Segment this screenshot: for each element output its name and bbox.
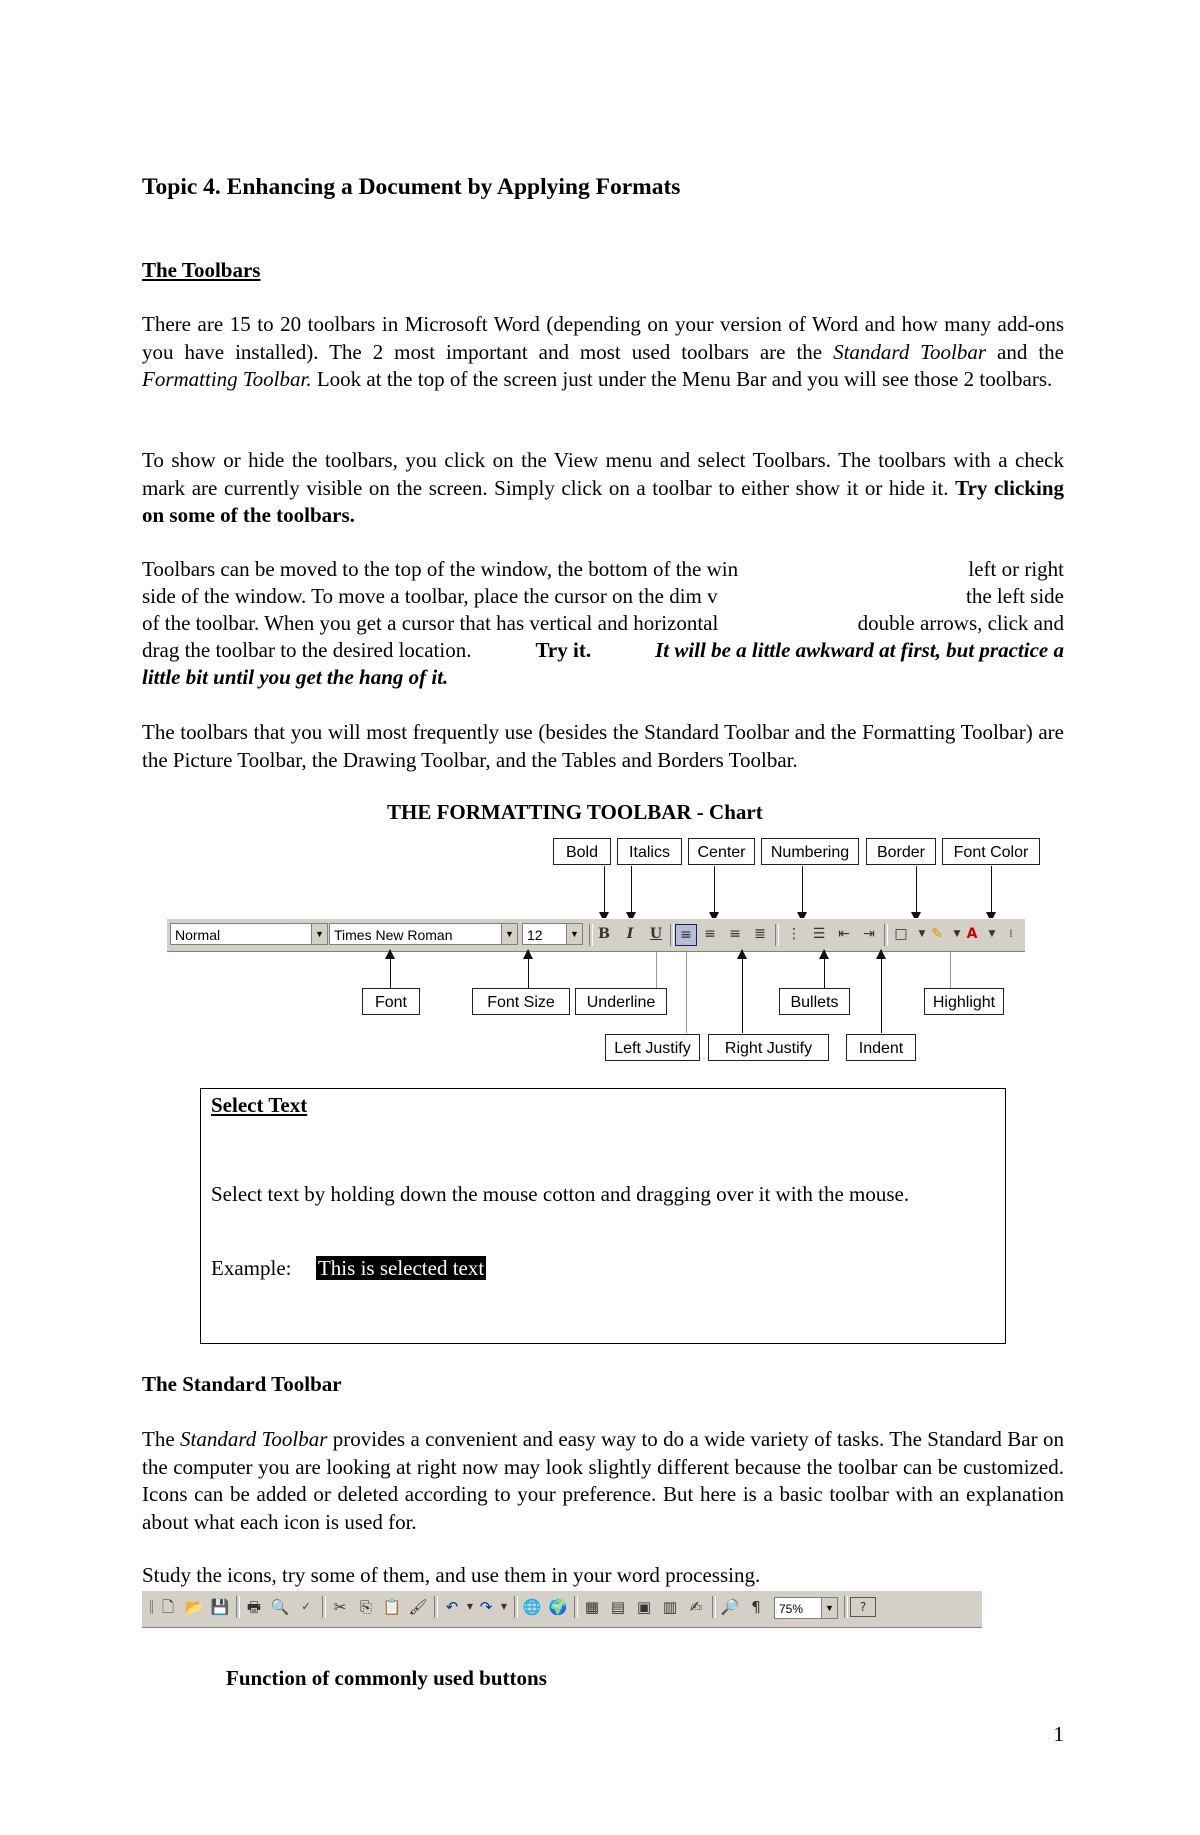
numbering-icon[interactable]: ⋮ xyxy=(787,926,801,942)
chevron-down-icon[interactable]: ▼ xyxy=(501,924,517,944)
font-color-icon[interactable]: A xyxy=(966,926,978,942)
text-run: side of the window. To move a toolbar, place the cursor on the dim v xyxy=(142,584,718,608)
label-font: Font xyxy=(362,988,420,1015)
arrow-indent xyxy=(881,950,882,1033)
standard-toolbar xyxy=(142,1590,982,1628)
chevron-down-icon[interactable]: ▼ xyxy=(988,929,996,939)
cut-icon[interactable]: ✂ xyxy=(333,1598,347,1616)
label-underline: Underline xyxy=(575,988,667,1015)
print-icon[interactable]: 🖶 xyxy=(246,1598,262,1616)
chevron-down-icon[interactable]: ▼ xyxy=(821,1598,837,1618)
arrow-center xyxy=(714,866,715,921)
section-heading-standard-toolbar: The Standard Toolbar xyxy=(142,1372,342,1396)
show-hide-icon[interactable]: ¶ xyxy=(751,1598,761,1616)
page-number: 1 xyxy=(1053,1722,1064,1746)
arrow-italics xyxy=(631,866,632,921)
separator xyxy=(236,1596,240,1618)
separator xyxy=(884,924,888,946)
example-label: Example: xyxy=(211,1256,292,1280)
text-run-italic: Standard Toolbar xyxy=(180,1427,328,1451)
label-center: Center xyxy=(688,838,755,865)
chevron-down-icon[interactable]: ▼ xyxy=(953,929,961,939)
style-value: Normal xyxy=(175,927,221,943)
select-text-body: Select text by holding down the mouse cotton and dragging over it with the mouse. xyxy=(211,1182,910,1206)
arrow-font-size xyxy=(528,950,529,990)
arrow-highlight xyxy=(950,950,951,990)
select-text-heading: Select Text xyxy=(211,1093,308,1117)
example-line xyxy=(211,1256,486,1281)
arrow-bold xyxy=(604,866,605,921)
document-map-icon[interactable]: 🔎 xyxy=(720,1598,740,1616)
font-value: Times New Roman xyxy=(334,927,453,943)
text-run: left or right xyxy=(968,557,1064,581)
text-run: Toolbars can be moved to the top of the window, the bottom of the win xyxy=(142,557,739,581)
print-preview-icon[interactable]: 🔍 xyxy=(270,1598,290,1616)
chevron-down-icon[interactable]: ▼ xyxy=(918,929,926,939)
align-center-icon[interactable]: ≡ xyxy=(704,926,716,942)
arrow-numbering xyxy=(802,866,803,921)
arrow-font xyxy=(390,950,391,990)
label-left-justify: Left Justify xyxy=(605,1034,700,1061)
insert-table-icon[interactable]: ▤ xyxy=(610,1598,626,1616)
zoom-dropdown[interactable] xyxy=(774,1597,838,1619)
select-text-box xyxy=(200,1088,1006,1344)
decrease-indent-icon[interactable]: ⇤ xyxy=(838,926,850,942)
text-run-bold: Try clicking on some of the toolbars. xyxy=(142,475,1064,527)
label-bullets: Bullets xyxy=(779,988,850,1015)
text-run-bold: Try it. xyxy=(535,638,592,662)
paragraph-toolbars-intro xyxy=(142,311,1064,394)
increase-indent-icon[interactable]: ⇥ xyxy=(863,926,875,942)
text-run: and the xyxy=(986,339,1064,364)
text-run-italic: Formatting Toolbar. xyxy=(142,367,312,391)
border-icon[interactable]: □ xyxy=(894,926,908,942)
font-size-value: 12 xyxy=(527,927,543,943)
separator xyxy=(775,924,779,946)
text-run-bold-italic: little bit until you get the hang of it. xyxy=(142,665,449,689)
paragraph-frequent-toolbars: The toolbars that you will most frequently use (besides the Standard Toolbar and the Formatting Toolbar) are the Picture Toolbar, the Drawing Toolbar, and the Tables and Borders Toolbar. xyxy=(142,720,1064,772)
align-right-icon[interactable]: ≡ xyxy=(729,926,741,942)
align-left-icon[interactable]: ≡ xyxy=(675,924,697,946)
line xyxy=(142,583,1064,610)
text-run: the left side xyxy=(966,584,1064,608)
text-run: double arrows, click and xyxy=(857,611,1064,635)
paragraph-standard-toolbar xyxy=(142,1426,1064,1536)
toolbar-options-icon[interactable]: ⁞ xyxy=(1009,927,1013,940)
underline-icon[interactable]: U xyxy=(649,926,663,942)
chevron-down-icon[interactable]: ▼ xyxy=(500,1602,508,1611)
separator xyxy=(434,1596,438,1618)
help-icon[interactable]: ? xyxy=(850,1597,876,1617)
text-run: There are 15 to 20 toolbars in Microsoft Word (depending on your version of Word and how many add-ons you have installed). The 2 most important and most used toolbars are the xyxy=(142,312,1064,364)
justify-icon[interactable]: ≣ xyxy=(754,926,766,942)
separator xyxy=(844,1596,848,1618)
label-indent: Indent xyxy=(846,1034,916,1061)
format-painter-icon[interactable]: 🖌 xyxy=(408,1598,428,1616)
separator xyxy=(712,1596,716,1618)
label-right-justify: Right Justify xyxy=(708,1034,829,1061)
arrow-underline xyxy=(656,950,657,990)
arrow-right-justify xyxy=(742,950,743,1033)
chart-title: THE FORMATTING TOOLBAR - Chart xyxy=(387,800,763,824)
highlight-icon[interactable]: ✎ xyxy=(931,926,943,942)
line xyxy=(142,637,1064,664)
paragraph-show-hide xyxy=(142,447,1064,530)
redo-icon[interactable]: ↷ xyxy=(479,1598,493,1616)
text-run: drag the toolbar to the desired location. xyxy=(142,638,472,662)
text-run-bold-italic: It will be a little awkward at first, but practice a xyxy=(655,638,1064,662)
formatting-toolbar xyxy=(167,918,1025,952)
arrow-bullets xyxy=(824,950,825,990)
label-font-color: Font Color xyxy=(942,838,1040,865)
arrow-border xyxy=(916,866,917,921)
label-highlight: Highlight xyxy=(924,988,1004,1015)
toolbar-grip[interactable]: ║ xyxy=(148,1600,156,1614)
tables-borders-icon[interactable]: ▦ xyxy=(584,1598,600,1616)
style-dropdown[interactable] xyxy=(170,923,328,945)
insert-excel-icon[interactable]: ▣ xyxy=(636,1598,652,1616)
columns-icon[interactable]: ▥ xyxy=(662,1598,678,1616)
text-run-italic: Standard Toolbar xyxy=(833,339,987,364)
section-heading-toolbars: The Toolbars xyxy=(142,258,261,282)
open-folder-icon[interactable]: 📂 xyxy=(184,1598,204,1616)
bullets-icon[interactable]: ☰ xyxy=(812,926,826,942)
separator xyxy=(514,1596,518,1618)
separator xyxy=(322,1596,326,1618)
paste-icon[interactable]: 📋 xyxy=(382,1598,402,1616)
separator xyxy=(589,924,593,946)
separator xyxy=(670,924,674,946)
label-numbering: Numbering xyxy=(761,838,859,865)
text-run: Look at the top of the screen just under the Menu Bar and you will see those 2 toolbars. xyxy=(311,367,1053,391)
undo-icon[interactable]: ↶ xyxy=(445,1598,459,1616)
arrow-left-justify xyxy=(686,950,687,1033)
save-icon[interactable]: 💾 xyxy=(210,1598,230,1616)
chevron-down-icon[interactable]: ▼ xyxy=(466,1602,474,1611)
font-size-dropdown[interactable] xyxy=(522,923,583,945)
web-toolbar-icon[interactable]: 🌍 xyxy=(548,1598,568,1616)
separator xyxy=(574,1596,578,1618)
line xyxy=(142,610,1064,637)
selected-text-sample: This is selected text xyxy=(317,1256,485,1280)
bold-icon[interactable]: B xyxy=(598,926,610,942)
line xyxy=(142,664,1064,691)
new-document-icon[interactable]: 🗋 xyxy=(161,1598,175,1616)
label-font-size: Font Size xyxy=(472,988,570,1015)
hyperlink-icon[interactable]: 🌐 xyxy=(522,1598,542,1616)
text-run: provides a convenient and easy way to do a wide variety of tasks. The Standard Bar on the computer you are looking at right now may look slightly different because the toolbar can be customized. Icons can be added or deleted according to your preference. But here is a basic toolbar with an explanation about what each icon is used for. xyxy=(142,1427,1064,1534)
paragraph-move-toolbars xyxy=(142,556,1064,691)
text-run: The xyxy=(142,1427,181,1451)
label-border: Border xyxy=(866,838,936,865)
arrow-font-color xyxy=(991,866,992,921)
text-run: To show or hide the toolbars, you click on the View menu and select Toolbars. The toolbars with a check mark are currently visible on the screen. Simply click on a toolbar to either show it or hide it. xyxy=(142,448,1064,500)
page-title: Topic 4. Enhancing a Document by Applying Formats xyxy=(142,174,681,200)
line xyxy=(142,556,1064,583)
font-dropdown[interactable] xyxy=(329,923,518,945)
copy-icon[interactable]: ⎘ xyxy=(359,1598,372,1616)
text-run: of the toolbar. When you get a cursor that has vertical and horizontal xyxy=(142,611,719,635)
label-bold: Bold xyxy=(553,838,611,865)
spelling-icon[interactable]: ✓ xyxy=(301,1600,311,1613)
chevron-down-icon[interactable]: ▼ xyxy=(566,924,582,944)
italic-icon[interactable]: I xyxy=(626,926,634,942)
subheading-functions: Function of commonly used buttons xyxy=(226,1666,547,1690)
drawing-icon[interactable]: ✍ xyxy=(689,1598,703,1616)
paragraph-study-icons: Study the icons, try some of them, and use them in your word processing. xyxy=(142,1563,761,1587)
label-italics: Italics xyxy=(617,838,682,865)
zoom-value: 75% xyxy=(779,1602,804,1616)
chevron-down-icon[interactable]: ▼ xyxy=(311,924,327,944)
